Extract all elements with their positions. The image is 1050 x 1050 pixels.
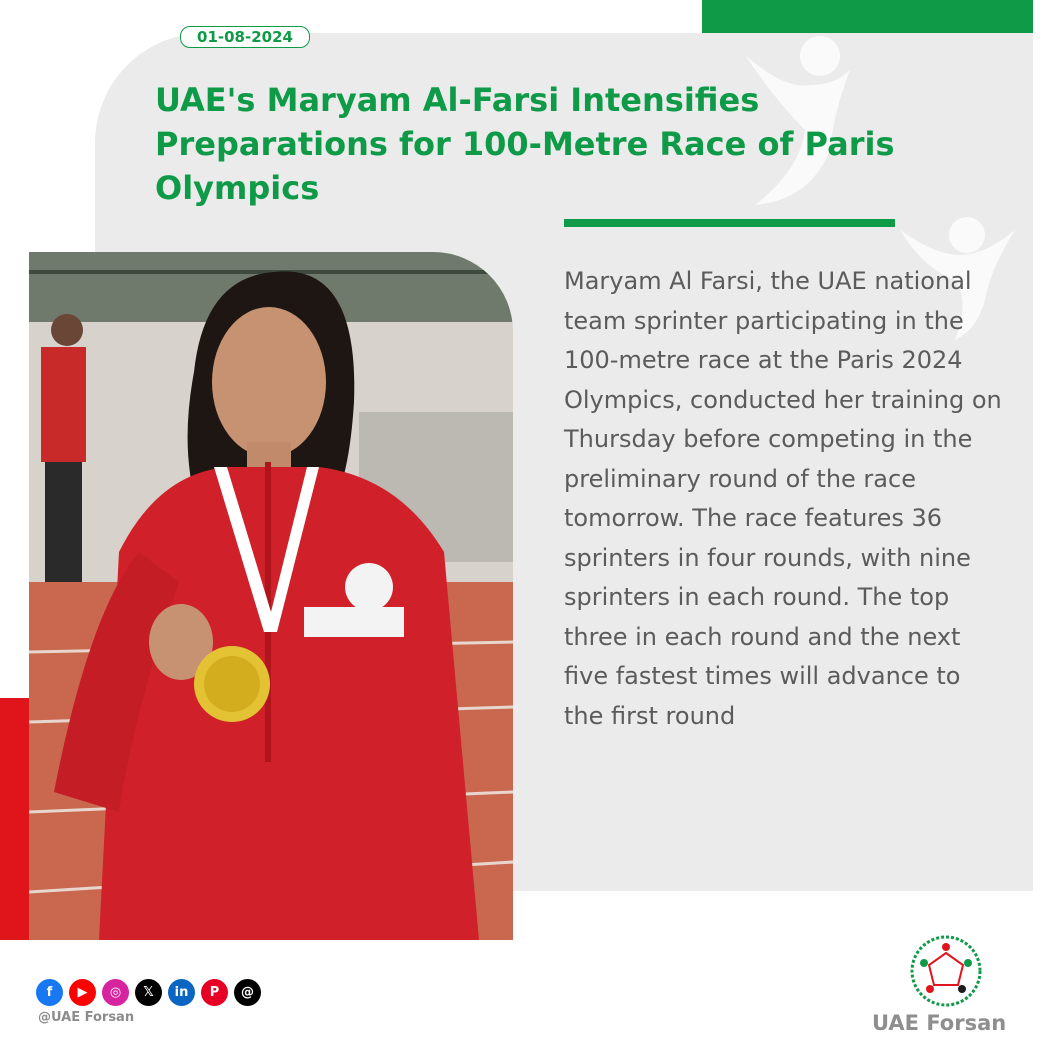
threads-icon[interactable]: @	[234, 979, 261, 1006]
date-badge: 01-08-2024	[180, 26, 310, 48]
facebook-icon[interactable]: f	[36, 979, 63, 1006]
side-accent-bar	[0, 698, 29, 940]
pinterest-icon[interactable]: P	[201, 979, 228, 1006]
headline: UAE's Maryam Al-Farsi Intensifies Preparations for 100-Metre Race of Paris Olympics	[155, 81, 895, 207]
social-handle: @UAE Forsan	[38, 1010, 135, 1025]
instagram-icon[interactable]: ◎	[102, 979, 129, 1006]
youtube-icon[interactable]: ▶	[69, 979, 96, 1006]
uae-forsan-logo-icon	[908, 933, 984, 1009]
x-icon[interactable]: 𝕏	[135, 979, 162, 1006]
linkedin-icon[interactable]: in	[168, 979, 195, 1006]
headline-divider	[564, 219, 895, 227]
top-accent-bar	[702, 0, 1033, 33]
article-body: Maryam Al Farsi, the UAE national team sprinter participating in the 100-metre race at the Paris 2024 Olympics, conducted her training on Thursday before competing in the preliminary round of the race tomorrow. The race features 36 sprinters in four rounds, with nine sprinters in each round. The top three in each round and the next five fastest times will advance to the first round	[564, 267, 1002, 730]
brand-name: UAE Forsan	[872, 1011, 1007, 1035]
athlete-photo	[29, 252, 513, 940]
social-icons	[36, 979, 261, 1006]
